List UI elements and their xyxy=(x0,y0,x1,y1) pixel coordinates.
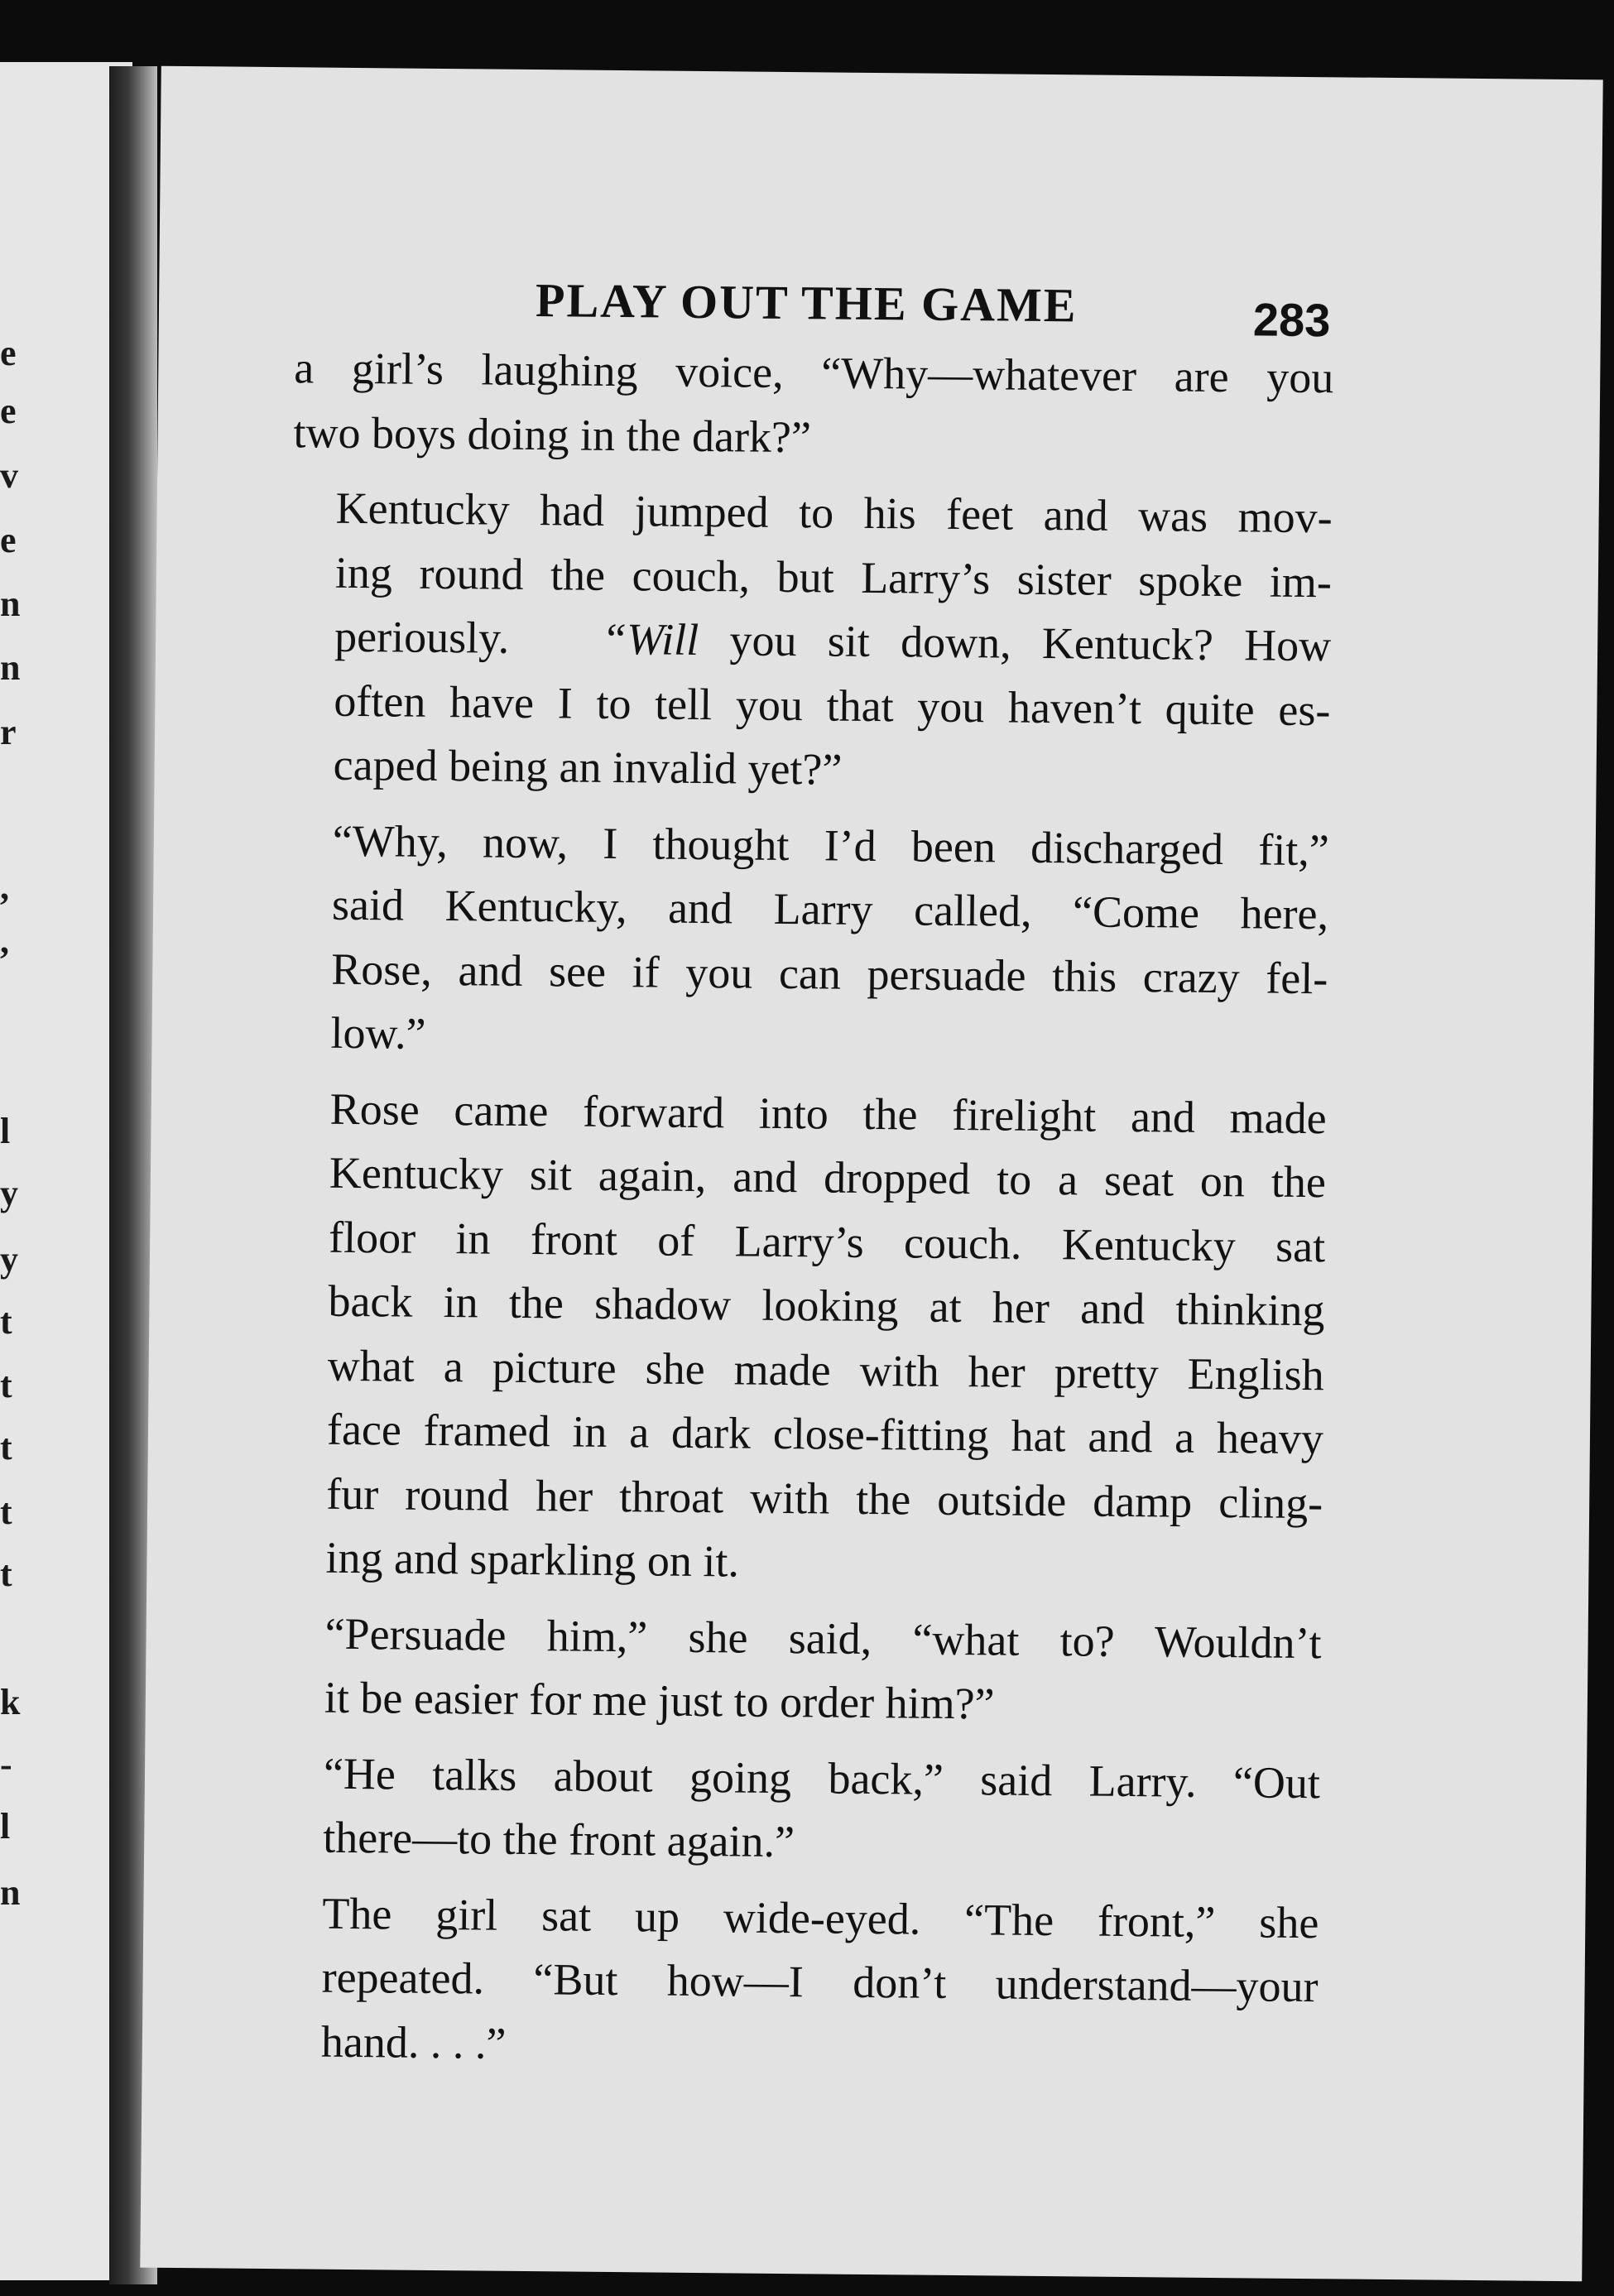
text-line: what a picture she made with her pretty English xyxy=(327,1340,1324,1400)
margin-letter: n xyxy=(0,584,21,624)
text-line: Rose, and see if you can persuade this crazy fel- xyxy=(331,944,1328,1003)
margin-letter: e xyxy=(0,333,17,373)
margin-letter: n xyxy=(0,1872,21,1913)
paragraph xyxy=(293,336,1333,474)
text-line: fur round her throat with the outside damp cling- xyxy=(325,1468,1323,1528)
text-line: Kentucky sit again, and dropped to a seat on the xyxy=(329,1147,1327,1208)
margin-letter: t xyxy=(0,1427,12,1467)
margin-letter: t xyxy=(0,1301,12,1342)
margin-letter: t xyxy=(0,1365,12,1405)
text-line: it be easier for me just to order him?” xyxy=(324,1672,995,1729)
text-line: back in the shadow looking at her and thinking xyxy=(328,1275,1325,1336)
body-text xyxy=(278,336,1334,2083)
text-line: Kentucky had jumped to his feet and was mov- xyxy=(335,483,1333,543)
margin-letter: y xyxy=(0,1173,18,1213)
margin-letter: r xyxy=(0,712,17,752)
page-title: PLAY OUT THE GAME xyxy=(535,273,1078,333)
margin-letter: t xyxy=(0,1491,12,1532)
text-line xyxy=(291,604,1332,679)
text-fragment: periously. xyxy=(334,611,510,663)
margin-letter: y xyxy=(0,1239,18,1280)
margin-letter: , xyxy=(0,867,9,907)
text-line: a girl’s laughing voice, “Why—whatever are you xyxy=(294,343,1334,403)
text-line: floor in front of Larry’s couch. Kentucky sat xyxy=(328,1212,1326,1271)
margin-letter: n xyxy=(0,647,21,688)
text-line: caped being an invalid yet?” xyxy=(333,739,843,795)
margin-letter: , xyxy=(0,920,9,961)
margin-letter: t xyxy=(0,1554,12,1594)
emphasized-word: “Will xyxy=(601,613,699,665)
text-line: “He talks about going back,” said Larry. “Out xyxy=(323,1748,1321,1808)
text-line: hand. . . .” xyxy=(320,2016,507,2068)
text-line: face framed in a dark close-fitting hat and a heavy xyxy=(326,1404,1324,1464)
paragraph xyxy=(290,476,1333,807)
margin-letter: e xyxy=(0,391,17,431)
facing-page-letters xyxy=(0,62,33,2280)
margin-letter: v xyxy=(0,455,18,496)
text-line: “Persuade him,” she said, “what to? Wouldn’t xyxy=(324,1608,1322,1668)
paragraph xyxy=(281,1602,1322,1740)
text-line: “Why, now, I thought I’d been discharged fit,” xyxy=(332,815,1330,875)
text-line: ing round the couch, but Larry’s sister spoke im- xyxy=(334,547,1333,607)
text-line: there—to the front again.” xyxy=(322,1812,795,1867)
text-fragment: you sit down, Kentuck? How xyxy=(729,615,1332,671)
margin-letter: l xyxy=(0,1111,11,1151)
text-line: The girl sat up wide-eyed. “The front,” she xyxy=(322,1888,1319,1948)
text-line: said Kentucky, and Larry called, “Come here, xyxy=(331,879,1329,939)
margin-letter: k xyxy=(0,1682,21,1722)
text-line: low.” xyxy=(330,1007,426,1059)
text-line: repeated. “But how—I don’t understand—your xyxy=(321,1952,1319,2012)
margin-letter: l xyxy=(0,1806,11,1847)
text-line: ing and sparkling on it. xyxy=(325,1532,740,1587)
paragraph xyxy=(282,1077,1327,1600)
text-line: two boys doing in the dark?” xyxy=(293,406,812,462)
margin-letter: e xyxy=(0,520,17,560)
page-number: 283 xyxy=(1252,293,1331,347)
text-line: Rose came forward into the firelight and made xyxy=(329,1083,1327,1143)
paragraph xyxy=(278,1881,1319,2084)
paragraph xyxy=(280,1741,1320,1880)
text-line: often have I to tell you that you haven’t quite es- xyxy=(334,675,1331,735)
paragraph xyxy=(287,809,1329,1075)
margin-letter: - xyxy=(0,1744,12,1784)
book-page xyxy=(140,66,1602,2282)
